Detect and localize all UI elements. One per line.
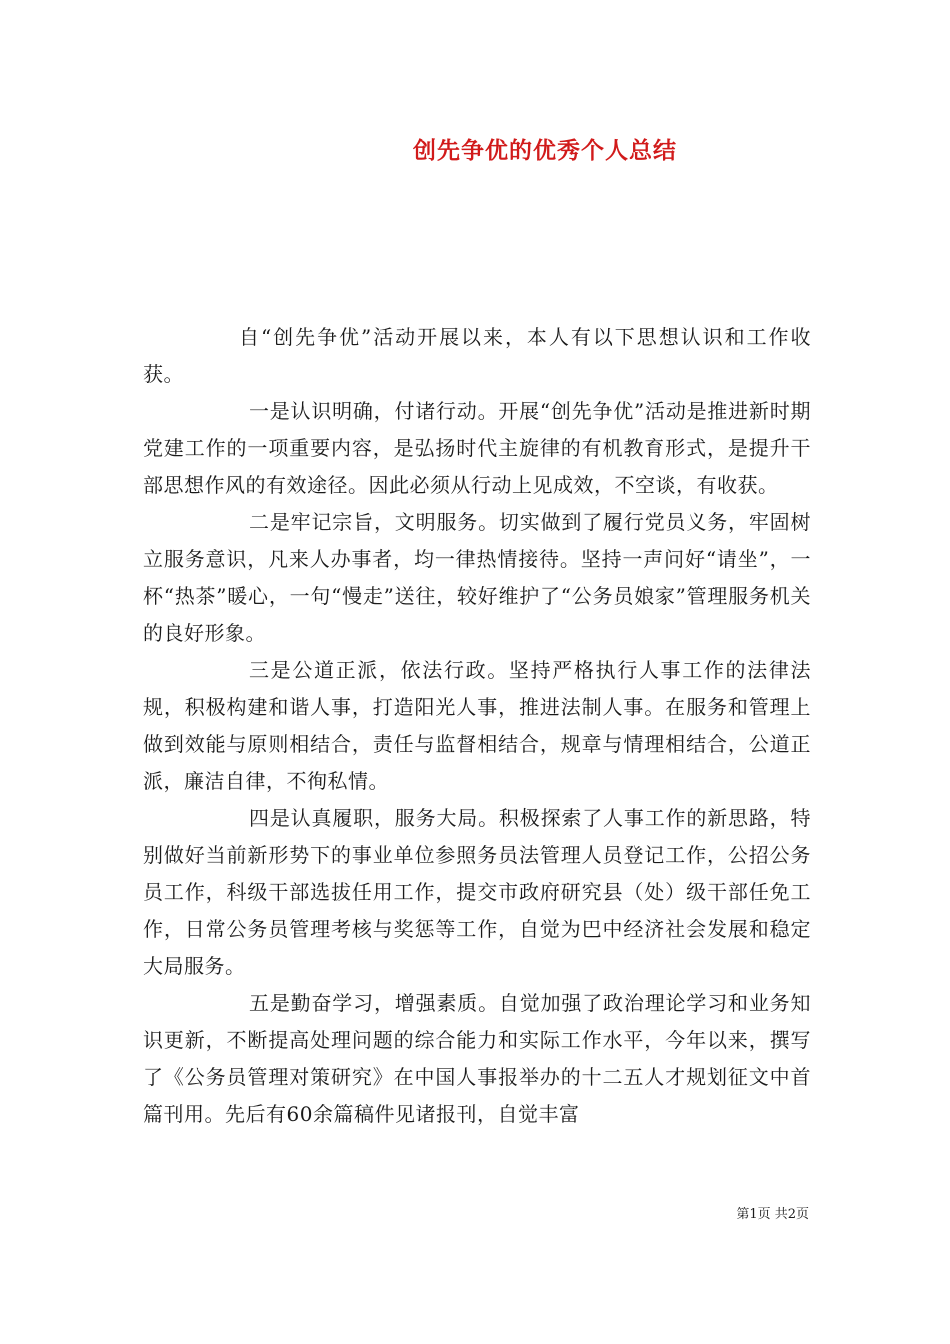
paragraph-5: 五是勤奋学习，增强素质。自觉加强了政治理论学习和业务知识更新，不断提高处理问题的综合能力和实际工作水平，今年以来，撰写了《公务员管理对策研究》在中国人事报举办的十二五人才规划征文中首篇刊用。先后有60余篇稿件见诸报刊，自觉丰富 — [143, 991, 811, 1126]
document-title: 创先争优的优秀个人总结 — [413, 137, 677, 164]
paragraph-1: 一是认识明确，付诸行动。开展“创先争优”活动是推进新时期党建工作的一项重要内容，是弘扬时代主旋律的有机教育形式，是提升干部思想作风的有效途径。因此必须从行动上见成效，不空谈，有收获。 — [143, 399, 811, 497]
paragraph-3: 三是公道正派，依法行政。坚持严格执行人事工作的法律法规，积极构建和谐人事，打造阳光人事，推进法制人事。在服务和管理上做到效能与原则相结合，责任与监督相结合，规章与情理相结合，公道正派，廉洁自律，不徇私情。 — [143, 658, 811, 793]
paragraph-2: 二是牢记宗旨，文明服务。切实做到了履行党员义务，牢固树立服务意识，凡来人办事者，均一律热情接待。坚持一声问好“请坐”，一杯“热茶”暖心，一句“慢走”送往，较好维护了“公务员娘家”管理服务机关的良好形象。 — [143, 510, 811, 645]
page-number-footer: 第1页 共2页 — [736, 1207, 809, 1222]
paragraph-intro: 自“创先争优”活动开展以来，本人有以下思想认识和工作收获。 — [143, 325, 811, 386]
document-body — [143, 319, 811, 1133]
paragraph-4: 四是认真履职，服务大局。积极探索了人事工作的新思路，特别做好当前新形势下的事业单位参照务员法管理人员登记工作，公招公务员工作，科级干部选拔任用工作，提交市政府研究县（处）级干部任免工作，日常公务员管理考核与奖惩等工作，自觉为巴中经济社会发展和稳定大局服务。 — [143, 806, 811, 978]
